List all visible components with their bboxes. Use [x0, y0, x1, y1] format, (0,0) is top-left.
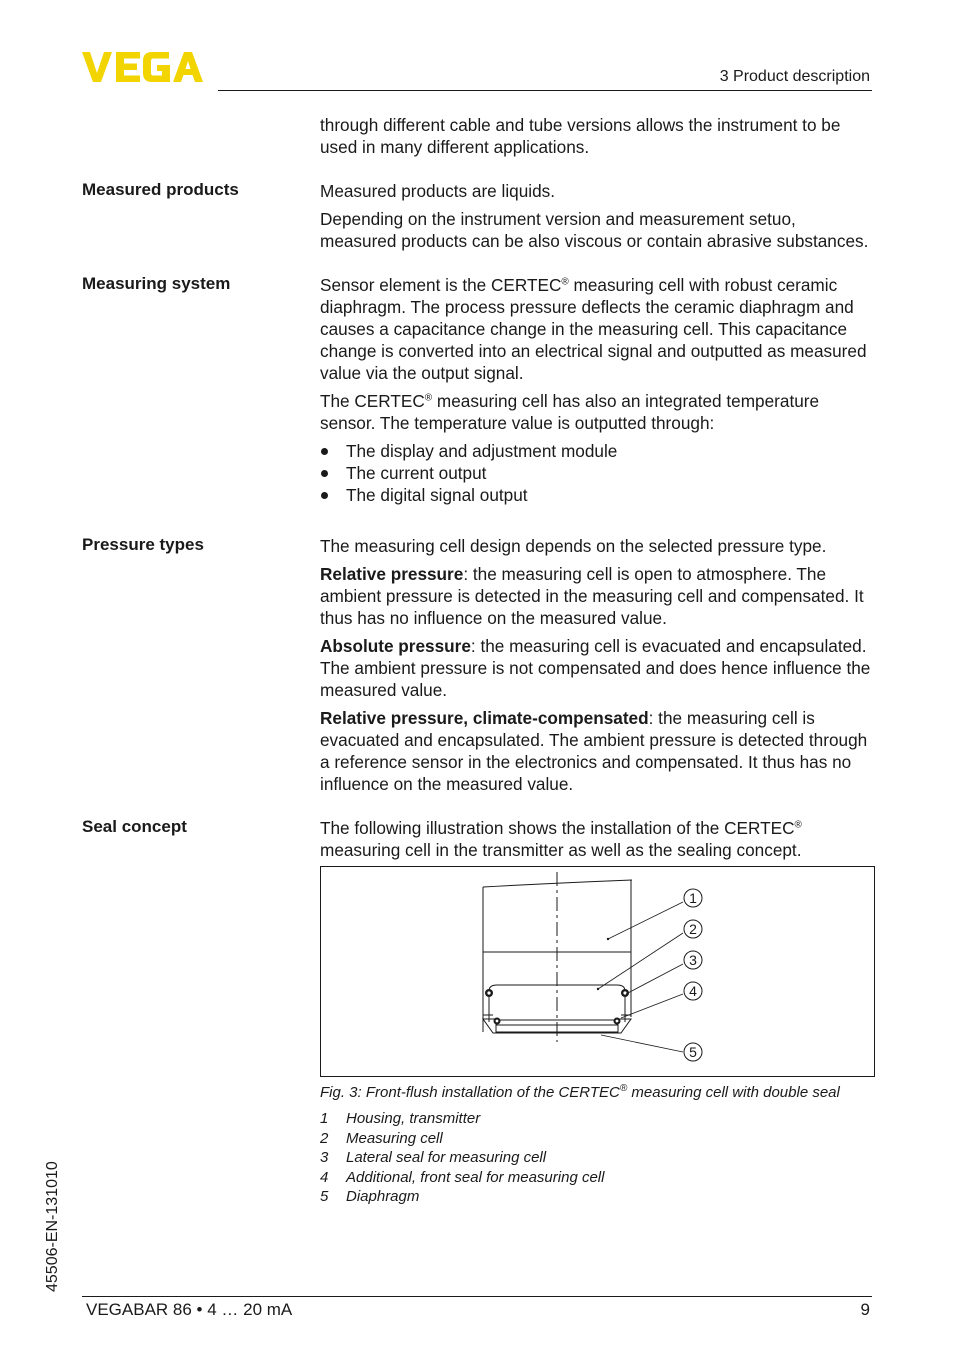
seal-concept-label: Seal concept — [82, 817, 187, 836]
footer-rule — [82, 1296, 872, 1297]
header-section-title: 3 Product description — [719, 68, 870, 85]
measured-products-paragraph-2: Depending on the instrument version and measurement setuo, measured products can be also viscous or contain abrasive substances. — [320, 209, 869, 251]
seal-drawing — [321, 867, 874, 1076]
callout-2-label: 2 — [689, 921, 697, 937]
legend-item: 3 Lateral seal for measuring cell — [320, 1149, 547, 1166]
header-rule — [218, 90, 872, 91]
pressure-types-intro: The measuring cell design depends on the selected pressure type. — [320, 536, 827, 556]
leader-dots — [597, 938, 609, 990]
vega-logo — [82, 50, 212, 84]
legend-item: 5 Diaphragm — [320, 1188, 420, 1205]
seal-figure — [320, 866, 875, 1077]
relative-pressure-paragraph: Relative pressure: the measuring cell is open to atmosphere. The ambient pressure is detected in the measuring cell and compensated. It thus has no influence on the measured value. — [320, 564, 864, 628]
figure-legend — [320, 1109, 604, 1207]
callout-2 — [684, 920, 702, 938]
measured-products-label: Measured products — [82, 180, 239, 199]
legend-item: 1 Housing, transmitter — [320, 1110, 481, 1127]
climate-compensated-paragraph: Relative pressure, climate-compensated: the measuring cell is evacuated and encapsulated. The ambient pressure is detected through a reference sensor in the electronics and compensated. It thus has no influence on the measured value. — [320, 708, 868, 794]
list-item: The display and adjustment module — [320, 440, 876, 462]
leader-lines — [598, 902, 683, 1052]
footer-product: VEGABAR 86 • 4 … 20 mA — [86, 1300, 293, 1319]
document-code: 45506-EN-131010 — [44, 1161, 61, 1292]
measured-products-content — [320, 180, 876, 258]
measured-products-paragraph-1: Measured products are liquids. — [320, 181, 556, 201]
list-item: The digital signal output — [320, 484, 876, 506]
callout-1-label: 1 — [689, 890, 697, 906]
figure-caption: Fig. 3: Front-flush installation of the CERTEC® measuring cell with double seal — [320, 1083, 840, 1101]
pressure-types-label: Pressure types — [82, 535, 204, 554]
list-item: The current output — [320, 462, 876, 484]
callout-4 — [684, 982, 702, 1000]
measuring-system-paragraph-2: The CERTEC® measuring cell has also an integrated temperature sensor. The temperature value is outputted through: — [320, 391, 820, 433]
intro-block — [320, 114, 876, 164]
page-number: 9 — [860, 1300, 870, 1319]
callout-5-label: 5 — [689, 1044, 697, 1060]
callout-3 — [684, 951, 702, 969]
callout-4-label: 4 — [689, 983, 697, 999]
intro-paragraph: through different cable and tube versions allows the instrument to be used in many different applications. — [320, 115, 841, 157]
legend-item: 4 Additional, front seal for measuring cell — [320, 1168, 605, 1186]
measuring-system-paragraph-1: Sensor element is the CERTEC® measuring cell with robust ceramic diaphragm. The process pressure deflects the ceramic diaphragm and causes a capacitance change in the measuring cell. This capacitance change is converted into an electrical signal and outputted as measured value via the output signal. — [320, 275, 867, 383]
output-list — [320, 440, 876, 506]
callout-1 — [684, 889, 702, 907]
legend-item: 2 Measuring cell — [320, 1129, 443, 1147]
seal-concept-content — [320, 817, 876, 867]
callout-3-label: 3 — [689, 952, 697, 968]
seal-concept-paragraph: The following illustration shows the installation of the CERTEC® measuring cell in the transmitter as well as the sealing concept. — [320, 818, 802, 860]
pressure-types-content — [320, 535, 876, 801]
callout-5 — [684, 1043, 702, 1061]
absolute-pressure-paragraph: Absolute pressure: the measuring cell is evacuated and encapsulated. The ambient pressure is not compensated and does hence influence the measured value. — [320, 636, 871, 700]
measuring-system-content — [320, 274, 876, 506]
measuring-system-label: Measuring system — [82, 274, 231, 293]
